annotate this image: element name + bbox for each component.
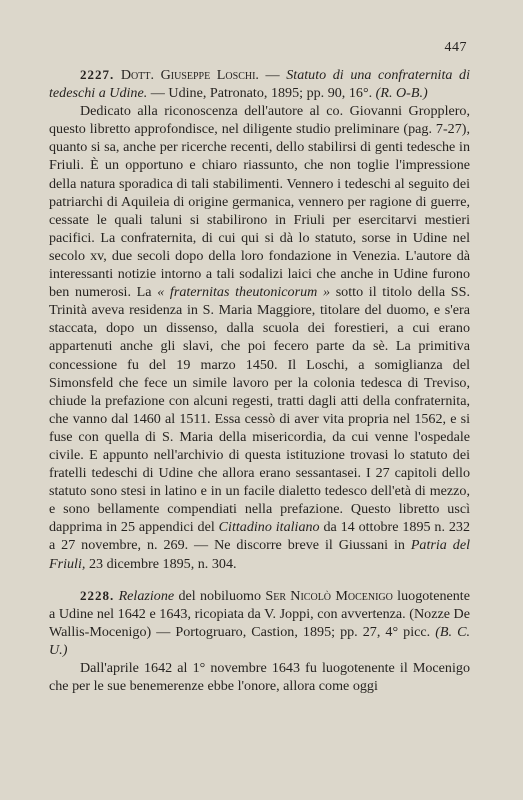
entry-location: (R. O-B.) (375, 85, 428, 102)
entry-number: 2228. (80, 587, 115, 603)
page-number: 447 (444, 40, 467, 55)
body-part-italic: « fraternitas theutonicorum » (157, 284, 331, 301)
entry-separator: — (258, 67, 287, 83)
body-part: 23 dicembre 1895, n. 304. (85, 555, 237, 572)
entry-title: Statuto di una confraternita di tedeschi a Udine. (49, 67, 470, 102)
entry-heading (49, 587, 470, 659)
body-part-italic: Cittadino italiano (218, 519, 320, 536)
heading-part: del nobiluomo (174, 587, 266, 604)
body-part: sotto il titolo della SS. Trinità aveva residenza in S. Maria Maggiore, titolare del duomo, e s'era staccata, dopo un dissenso, dalla scuola dei forestieri, a cui erano appartenuti anche gli slavi, che poi fecero parte da sè. La primitiva concessione fu del 19 marzo 1450. Il Loschi, a somiglianza del Simonsfeld che fece un simile lavoro per la colonia tedesca di Treviso, chiude la prefazione con alcuni regesti, tratti dagli atti della confraternita, che vanno dal 1460 al 1511. Essa cessò di aver vita propria nel 1562, e si fuse con quella di S. Maria della misericordia, da cui venne l'ospedale civile. E appunto nell'archivio di questa istituzione trovasi lo statuto dei fratelli tedeschi di Udine che allora erano sessantasei. I 27 capitoli dello statuto sono stesi in latino e in un facile dialetto tedesco dell'età di mezzo, e sono bellamente compendiati nella prefazione. Questo libretto uscì dapprima in 25 appendici del (49, 284, 470, 536)
entry-number: 2227. (80, 67, 115, 82)
text-column (49, 66, 470, 695)
heading-part: luogotenente a Udine nel 1642 e 1643, ricopiata da V. Joppi, con avvertenza. (Nozze De Wallis-Mocenigo) — Portogruaro, Castion, 1895; pp. 27, 4° picc. (49, 587, 470, 640)
entry-body: Dall'aprile 1642 al 1° novembre 1643 fu luogotenente il Mocenigo che per le sue benemerenze ebbe l'onore, allora come oggi (49, 660, 470, 695)
entry-2228 (49, 587, 470, 696)
entry-author: Dott. Giuseppe Loschi. (120, 67, 259, 83)
body-part: Dedicato alla riconoscenza dell'autore al co. Giovanni Gropplero, questo libretto approfondisce, nel diligente studio preliminare (pag. 7-27), quanto si sa, anche per ricerche recenti, dello stabilirsi di genti tedesche in Friuli. È un opportuno e chiaro riassunto, che non toglie l'impressione della natura sporadica di tali stabilimenti. Vennero i tedeschi al seguito dei patriarchi di Aquileia di origine germanica, vennero per ragione di guerre, cessate le quali taluni si stabilirono in Friuli per esercitarvi mestieri pacifici. La confraternita, di cui qui si dà lo statuto, sorse in Udine nel secolo xv, due secoli dopo della loro fondazione in Venezia. L'autore dà interessanti notizie intorno a tali sodalizi laici che anche in Udine furono ben numerosi. La (49, 103, 470, 301)
body-part-italic: Patria del Friuli, (49, 537, 470, 572)
entry-publication: — Udine, Patronato, 1895; pp. 90, 16°. (147, 85, 373, 102)
entry-location: (B. C. U.) (49, 623, 471, 658)
body-part: da 14 ottobre 1895 n. 232 a 27 novembre, n. 269. — Ne discorre breve il Giussani in (49, 519, 471, 554)
entry-title: Relazione (118, 587, 175, 604)
entry-body (49, 102, 470, 572)
entry-heading (49, 66, 470, 102)
entry-2227 (49, 66, 470, 573)
entry-author: Ser Nicolò Mocenigo (265, 587, 393, 604)
